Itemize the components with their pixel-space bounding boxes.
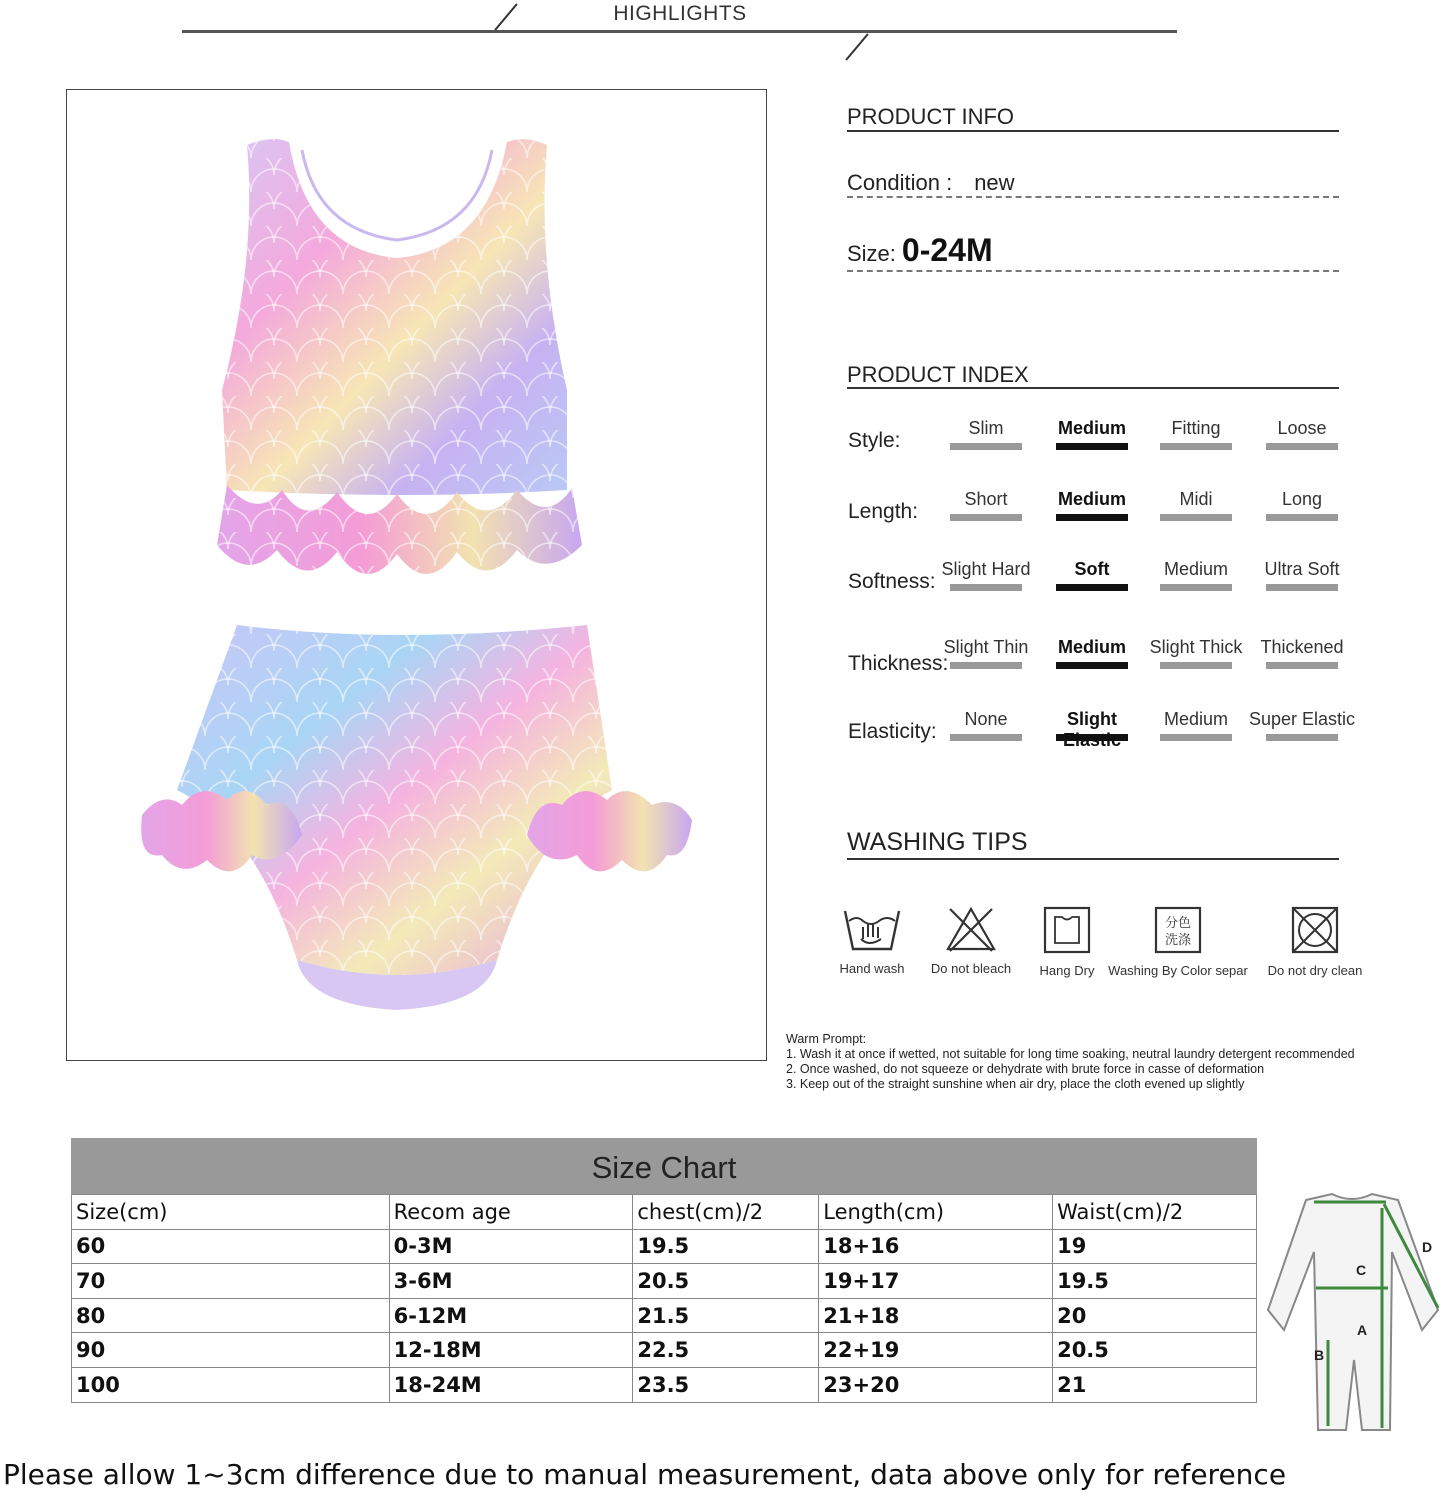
index-option-selected: Medium <box>1057 489 1126 509</box>
table-cell: 12-18M <box>389 1333 633 1368</box>
swim-top <box>217 139 582 574</box>
index-option: None <box>964 709 1008 729</box>
index-bar-selected <box>1056 662 1128 669</box>
index-option: Medium <box>1163 559 1229 579</box>
index-bar-selected <box>1056 443 1128 450</box>
index-bar <box>1266 662 1338 669</box>
size-value: 0-24M <box>901 232 993 268</box>
index-option: Ultra Soft <box>1264 559 1340 579</box>
warm-prompt <box>786 1032 1441 1092</box>
index-bar <box>1160 443 1232 450</box>
warm-prompt-line-2: 2. Once washed, do not squeeze or dehydrate with brute force in casse of deformation <box>786 1062 1265 1076</box>
index-bar <box>950 443 1022 450</box>
table-row <box>72 1333 1257 1368</box>
wash-label-hand-wash: Hand wash <box>839 961 905 976</box>
no-bleach-icon <box>944 905 998 953</box>
header-rule <box>182 30 1177 33</box>
table-cell: 19+17 <box>819 1264 1053 1299</box>
size-chart-title: Size Chart <box>71 1138 1257 1194</box>
table-cell: 70 <box>72 1264 390 1299</box>
index-bar <box>1160 514 1232 521</box>
index-bar <box>1160 584 1232 591</box>
table-cell: 19.5 <box>633 1229 819 1264</box>
index-label: Style: <box>848 429 901 452</box>
index-option: Medium <box>1163 709 1229 729</box>
table-cell: 22.5 <box>633 1333 819 1368</box>
index-bar <box>1266 514 1338 521</box>
wash-label-no-dry-clean: Do not dry clean <box>1267 963 1363 978</box>
table-cell: 100 <box>72 1367 390 1402</box>
index-bar-selected <box>1056 514 1128 521</box>
table-cell: 20.5 <box>633 1264 819 1299</box>
wash-item-hang-dry <box>1034 905 1100 978</box>
header-slash-right <box>845 33 868 60</box>
wash-label-hang-dry: Hang Dry <box>1039 963 1095 978</box>
index-option: Super Elastic <box>1248 709 1356 729</box>
table-cell: 20 <box>1053 1298 1257 1333</box>
diagram-label-d: D <box>1422 1239 1433 1255</box>
measurement-diagram <box>1262 1190 1442 1445</box>
washing-tips-rule <box>847 858 1339 860</box>
size-chart-header-row <box>72 1195 1257 1230</box>
index-bar <box>950 584 1022 591</box>
table-cell: 21 <box>1053 1367 1257 1402</box>
index-bar <box>1160 662 1232 669</box>
index-bar <box>1266 734 1338 741</box>
index-option: Slight Thin <box>943 637 1029 657</box>
header-slash-left <box>494 3 517 30</box>
table-cell: 3-6M <box>389 1264 633 1299</box>
wash-by-color-glyph-bottom: 洗涤 <box>1164 933 1192 948</box>
index-bar-selected <box>1056 584 1128 591</box>
condition-row <box>847 170 1015 196</box>
table-row <box>72 1264 1257 1299</box>
size-row <box>847 232 993 269</box>
index-bar <box>950 662 1022 669</box>
table-cell: 90 <box>72 1333 390 1368</box>
size-label: Size: <box>847 241 896 266</box>
size-chart-table <box>71 1194 1257 1403</box>
index-option: Short <box>964 489 1008 509</box>
table-cell: 18+16 <box>819 1229 1053 1264</box>
product-index-title: PRODUCT INDEX <box>847 362 1029 387</box>
product-index-rule <box>847 387 1339 389</box>
table-cell: 20.5 <box>1053 1333 1257 1368</box>
index-option-selected: Soft <box>1074 559 1110 579</box>
index-bar <box>1266 443 1338 450</box>
product-photo <box>66 89 767 1061</box>
size-dashed-rule <box>847 270 1339 272</box>
index-bar-selected <box>1056 734 1128 741</box>
hand-wash-icon <box>841 905 903 953</box>
table-cell: 18-24M <box>389 1367 633 1402</box>
warm-prompt-title: Warm Prompt: <box>786 1032 867 1046</box>
index-option-selected: Slight <box>1067 709 1117 729</box>
index-label: Softness: <box>848 570 936 593</box>
table-cell: 60 <box>72 1229 390 1264</box>
index-option-selected: Medium <box>1057 637 1126 657</box>
table-row <box>72 1298 1257 1333</box>
column-header-length: Length(cm) <box>819 1195 1053 1230</box>
table-cell: 6-12M <box>389 1298 633 1333</box>
condition-label: Condition : <box>847 170 953 195</box>
index-option: Long <box>1281 489 1323 509</box>
index-bar <box>1160 734 1232 741</box>
table-cell: 80 <box>72 1298 390 1333</box>
index-option: Fitting <box>1171 418 1221 438</box>
index-option: Thickened <box>1260 637 1344 657</box>
index-option: Midi <box>1179 489 1213 509</box>
wash-item-no-bleach <box>922 905 1020 976</box>
diagram-label-b: B <box>1314 1347 1325 1363</box>
table-cell: 19 <box>1053 1229 1257 1264</box>
wash-item-wash-by-color <box>1106 905 1250 978</box>
hang-dry-icon <box>1042 905 1092 955</box>
swim-bottom <box>141 625 692 1010</box>
index-bar <box>950 514 1022 521</box>
wash-by-color-icon <box>1153 905 1203 955</box>
column-header-age: Recom age <box>389 1195 633 1230</box>
wash-label-no-bleach: Do not bleach <box>930 961 1012 976</box>
warm-prompt-line-3: 3. Keep out of the straight sunshine when air dry, place the cloth evened up slightly <box>786 1077 1245 1091</box>
table-row <box>72 1367 1257 1402</box>
footer-note: Please allow 1~3cm difference due to manual measurement, data above only for reference <box>3 1458 1287 1491</box>
index-label: Elasticity: <box>848 720 937 743</box>
no-dry-clean-icon <box>1290 905 1340 955</box>
diagram-label-c: C <box>1356 1262 1367 1278</box>
washing-tips-title: WASHING TIPS <box>847 828 1028 856</box>
table-cell: 22+19 <box>819 1333 1053 1368</box>
column-header-waist: Waist(cm)/2 <box>1053 1195 1257 1230</box>
table-cell: 21+18 <box>819 1298 1053 1333</box>
wash-item-no-dry-clean <box>1262 905 1368 978</box>
table-cell: 0-3M <box>389 1229 633 1264</box>
index-option: Loose <box>1277 418 1327 438</box>
table-cell: 21.5 <box>633 1298 819 1333</box>
wash-by-color-glyph-top: 分色 <box>1164 916 1192 931</box>
condition-dashed-rule <box>847 196 1339 198</box>
table-cell: 23.5 <box>633 1367 819 1402</box>
table-row <box>72 1229 1257 1264</box>
index-bar <box>950 734 1022 741</box>
wash-label-wash-by-color: Washing By Color separ <box>1108 963 1248 978</box>
index-label: Length: <box>848 500 919 523</box>
table-cell: 19.5 <box>1053 1264 1257 1299</box>
warm-prompt-line-1: 1. Wash it at once if wetted, not suitable for long time soaking, neutral laundry detergent recommended <box>786 1047 1355 1061</box>
table-cell: 23+20 <box>819 1367 1053 1402</box>
header-title: HIGHLIGHTS <box>613 2 747 25</box>
product-info-title: PRODUCT INFO <box>847 104 1015 129</box>
index-option: Slight Hard <box>941 559 1031 579</box>
diagram-label-a: A <box>1357 1322 1368 1338</box>
wash-item-hand-wash <box>832 905 912 976</box>
column-header-chest: chest(cm)/2 <box>633 1195 819 1230</box>
index-option-selected: Medium <box>1057 418 1126 438</box>
product-info-rule <box>847 130 1339 132</box>
column-header-size: Size(cm) <box>72 1195 390 1230</box>
index-option: Slight Thick <box>1149 637 1243 657</box>
index-option: Slim <box>968 418 1004 438</box>
index-bar <box>1266 584 1338 591</box>
condition-value: new <box>974 170 1015 195</box>
index-label: Thickness: <box>848 652 949 675</box>
swimsuit-illustration <box>67 90 767 1061</box>
